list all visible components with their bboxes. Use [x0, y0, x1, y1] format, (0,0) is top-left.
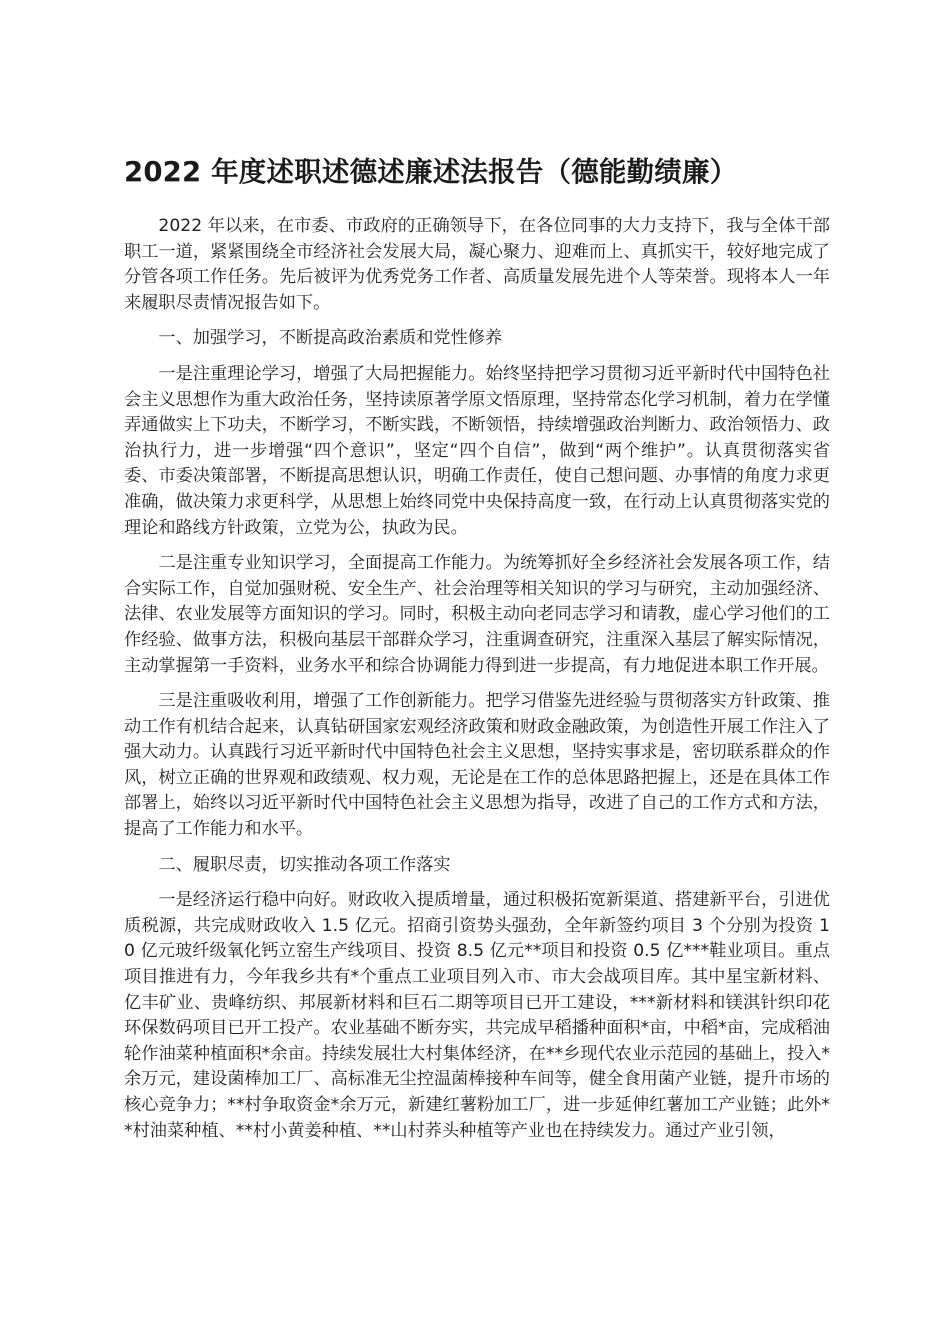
section-heading-2: 二、履职尽责，切实推动各项工作落实 — [158, 854, 451, 875]
document-page — [124, 150, 830, 1154]
intro-paragraph: 2022 年以来，在市委、市政府的正确领导下，在各位同事的大力支持下，我与全体干部职工一道，紧紧围绕全市经济社会发展大局，凝心聚力、迎难而上、真抓实干，较好地完成了分管各项工作任务。先后被评为优秀党务工作者、高质量发展先进个人等荣誉。现将本人一年来履职尽责情况报告如下。 — [124, 216, 830, 313]
document-title: 2022 年度述职述德述廉述法报告（德能勤绩廉） — [124, 156, 738, 188]
section1-paragraph-2: 二是注重专业知识学习，全面提高工作能力。为统筹抓好全乡经济社会发展各项工作，结合实际工作，自觉加强财税、安全生产、社会治理等相关知识的学习与研究，主动加强经济、法律、农业发展等方面知识的学习。同时，积极主动向老同志学习和请教，虚心学习他们的工作经验、做事方法，积极向基层干部群众学习，注重调查研究，注重深入基层了解实际情况，主动掌握第一手资料，业务水平和综合协调能力得到进一步提高，有力地促进本职工作开展。 — [124, 553, 830, 676]
section-heading-1: 一、加强学习，不断提高政治素质和党性修养 — [158, 328, 503, 349]
section1-paragraph-3: 三是注重吸收利用，增强了工作创新能力。把学习借鉴先进经验与贯彻落实方针政策、推动工作有机结合起来，认真钻研国家宏观经济政策和财政金融政策，为创造性开展工作注入了强大动力。认真践行习近平新时代中国特色社会主义思想，坚持实事求是，密切联系群众的作风，树立正确的世界观和政绩观、权力观，无论是在工作的总体思路把握上，还是在具体工作部署上，始终以习近平新时代中国特色社会主义思想为指导，改进了自己的工作方式和方法，提高了工作能力和水平。 — [124, 691, 830, 840]
section2-paragraph-1: 一是经济运行稳中向好。财政收入提质增量，通过积极拓宽新渠道、搭建新平台，引进优质税源，共完成财政收入 1.5 亿元。招商引资势头强劲，全年新签约项目 3 个分别为投资 10 亿元玻纤级氧化钙立窑生产线项目、投资 8.5 亿元**项目和投资 0.5 亿***鞋业项目。重点项目推进有力，今年我乡共有*个重点工业项目列入市、市大会战项目库。其中星宝新材料、亿丰矿业、贵峰纺织、邦展新材料和巨石二期等项目已开工建设，***新材料和镁淇针织印花环保数码项目已开工投产。农业基础不断夯实，共完成早稻播种面积*亩，中稻*亩，完成稻油轮作油菜种植面积*余亩。持续发展壮大村集体经济，在**乡现代农业示范园的基础上，投入*余万元，建设菌棒加工厂、高标准无尘控温菌棒接种车间等，健全食用菌产业链，提升市场的核心竞争力；**村争取资金*余万元，新建红薯粉加工厂，进一步延伸红薯加工产业链；此外**村油菜种植、**村小黄姜种植、**山村荞头种植等产业也在持续发力。通过产业引领， — [124, 890, 830, 1141]
section1-paragraph-1: 一是注重理论学习，增强了大局把握能力。始终坚持把学习贯彻习近平新时代中国特色社会主义思想作为重大政治任务，坚持读原著学原文悟原理，坚持常态化学习机制，着力在学懂弄通做实上下功夫，不断学习，不断实践，不断领悟，持续增强政治判断力、政治领悟力、政治执行力，进一步增强“四个意识”，坚定“四个自信”，做到“两个维护”。认真贯彻落实省委、市委决策部署，不断提高思想认识，明确工作责任，使自己想问题、办事情的角度力求更准确，做决策力求更科学，从思想上始终同党中央保持高度一致，在行动上认真贯彻落实党的理论和路线方针政策，立党为公，执政为民。 — [124, 363, 830, 538]
